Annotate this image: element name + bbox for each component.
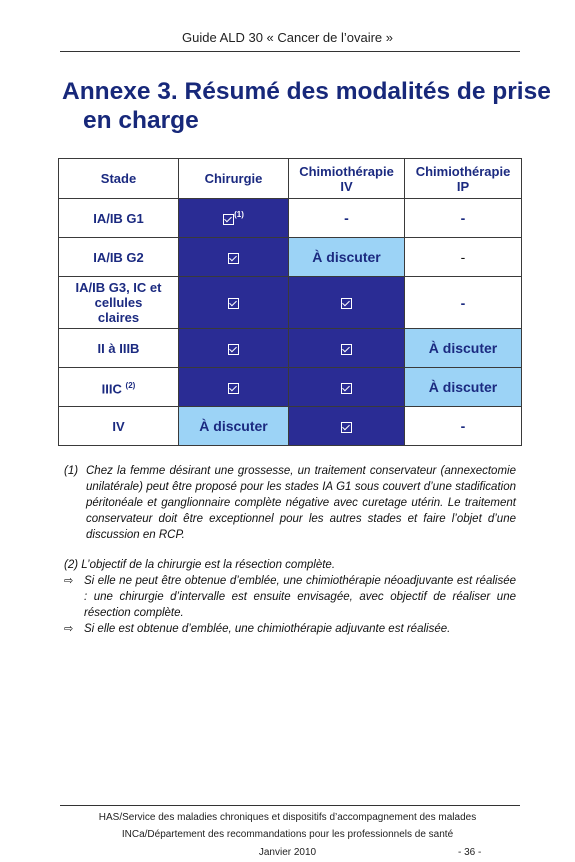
cell-chirurgie bbox=[179, 199, 289, 238]
cell-chirurgie bbox=[179, 407, 289, 446]
dash-value: - bbox=[460, 294, 466, 311]
arrow-bullet-icon: ⇨ bbox=[64, 623, 74, 635]
table-row bbox=[59, 329, 522, 368]
table-row bbox=[59, 238, 522, 277]
cell-chimio-iv bbox=[289, 368, 405, 407]
running-header: Guide ALD 30 « Cancer de l’ovaire » bbox=[181, 30, 393, 45]
table-row bbox=[59, 368, 522, 407]
table-header-row bbox=[59, 159, 522, 199]
stade-line: claires bbox=[97, 310, 140, 325]
cell-chimio-ip bbox=[405, 277, 522, 329]
cell-chirurgie bbox=[179, 329, 289, 368]
cell-chimio-ip bbox=[405, 407, 522, 446]
checkbox-checked-icon bbox=[228, 344, 239, 355]
table-row bbox=[59, 277, 522, 329]
arrow-bullet-icon: ⇨ bbox=[64, 575, 74, 587]
cell-stade: IA/IB G1 bbox=[59, 199, 179, 238]
table-row bbox=[59, 407, 522, 446]
column-header-chimio-ip-line2: IP bbox=[456, 178, 470, 194]
footer-date: Janvier 2010 bbox=[258, 847, 317, 858]
column-header-chimio-ip-line1: Chimiothérapie bbox=[415, 163, 511, 179]
stade-line: cellules bbox=[94, 295, 143, 310]
cell-stade bbox=[59, 368, 179, 407]
footnotes bbox=[64, 463, 516, 637]
cell-chimio-iv bbox=[289, 199, 405, 238]
title-line-2: en charge bbox=[83, 107, 199, 134]
a-discuter-label: À discuter bbox=[199, 418, 268, 434]
bullet-text: Si elle est obtenue d’emblée, une chimiothérapie adjuvante est réalisée. bbox=[84, 623, 451, 635]
bullet-text: Si elle ne peut être obtenue d’emblée, une chimiothérapie néoadjuvante est réalisée : une chirurgie d’intervalle est ensuite envisagée, avec objectif de réaliser une résection complète. bbox=[84, 575, 516, 619]
cell-chimio-iv bbox=[289, 277, 405, 329]
footnote-1 bbox=[64, 463, 516, 543]
checkbox-checked-icon bbox=[228, 383, 239, 394]
summary-table bbox=[58, 158, 522, 446]
dash-value: - bbox=[460, 210, 466, 226]
column-header-chirurgie: Chirurgie bbox=[179, 159, 289, 199]
footnote-number: (1) bbox=[64, 465, 79, 477]
cell-stade: II à IIIB bbox=[59, 329, 179, 368]
checkbox-checked-icon bbox=[223, 214, 234, 225]
cell-chirurgie bbox=[179, 368, 289, 407]
dash-value: - bbox=[344, 210, 349, 226]
footer-line-1: HAS/Service des maladies chroniques et dispositifs d’accompagnement des malades bbox=[98, 812, 477, 823]
stade-label: IIIC bbox=[101, 381, 122, 397]
footnote-ref: (1) bbox=[234, 210, 244, 220]
footnote-2-title: (2) L’objectif de la chirurgie est la résection complète. bbox=[64, 559, 336, 571]
cell-stade: IA/IB G2 bbox=[59, 238, 179, 277]
dash-value: - bbox=[460, 249, 466, 265]
list-item bbox=[64, 573, 516, 621]
column-header-chimio-ip bbox=[405, 159, 522, 199]
cell-chimio-ip bbox=[405, 238, 522, 277]
cell-chimio-iv bbox=[289, 407, 405, 446]
a-discuter-label: À discuter bbox=[312, 249, 381, 265]
checkbox-checked-icon bbox=[341, 422, 352, 433]
a-discuter-label: À discuter bbox=[428, 340, 498, 356]
a-discuter-label: À discuter bbox=[428, 379, 498, 395]
cell-chimio-ip bbox=[405, 199, 522, 238]
checkbox-checked-icon bbox=[228, 298, 239, 309]
footer-line-2: INCa/Département des recommandations pour les professionnels de santé bbox=[121, 829, 454, 840]
stade-line: IA/IB G3, IC et bbox=[75, 280, 162, 295]
dash-value: - bbox=[460, 418, 466, 434]
checkbox-checked-icon bbox=[228, 253, 239, 264]
footnote-ref: (2) bbox=[125, 380, 136, 390]
column-header-chimio-iv-line1: Chimiothérapie bbox=[299, 163, 394, 179]
header-divider bbox=[60, 51, 520, 52]
table-row bbox=[59, 199, 522, 238]
cell-chimio-iv bbox=[289, 238, 405, 277]
cell-stade: IV bbox=[59, 407, 179, 446]
page-number: - 36 - bbox=[458, 847, 482, 858]
footnote-2 bbox=[64, 557, 516, 637]
cell-chirurgie bbox=[179, 277, 289, 329]
list-item bbox=[64, 621, 516, 637]
checkbox-checked-icon bbox=[341, 344, 352, 355]
column-header-stade: Stade bbox=[59, 159, 179, 199]
title-line-1: Annexe 3. Résumé des modalités de prise bbox=[62, 78, 551, 105]
cell-chimio-ip bbox=[405, 329, 522, 368]
checkbox-checked-icon bbox=[341, 383, 352, 394]
column-header-chimio-iv bbox=[289, 159, 405, 199]
cell-chimio-iv bbox=[289, 329, 405, 368]
cell-chirurgie bbox=[179, 238, 289, 277]
footnote-text: Chez la femme désirant une grossesse, un traitement conservateur (annexectomie unilatérale) peut être proposé pour les stades IA G1 sous couvert d’une stadification péritonéale et ganglionnaire complète négative avec curetage utérin. Le traitement conservateur doit être exceptionnel pour les autres stades et faire l’objet d’une discussion en RCP. bbox=[86, 465, 516, 541]
cell-chimio-ip bbox=[405, 368, 522, 407]
column-header-chimio-iv-line2: IV bbox=[340, 178, 353, 194]
checkbox-checked-icon bbox=[341, 298, 352, 309]
cell-stade bbox=[59, 277, 179, 329]
footer-divider bbox=[60, 805, 520, 806]
page-title bbox=[62, 77, 552, 135]
